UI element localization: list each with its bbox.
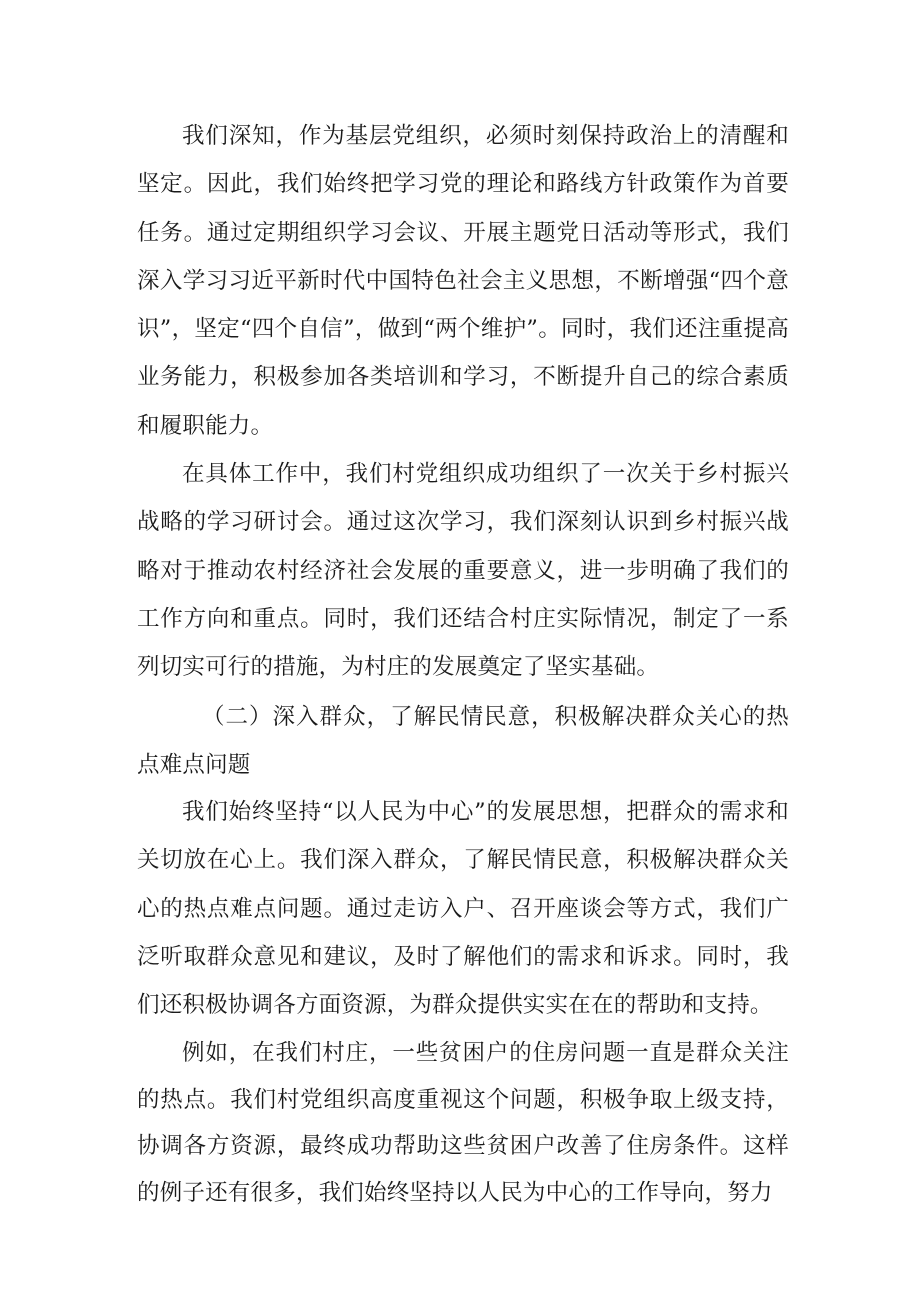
paragraph-study-theory: 我们深知，作为基层党组织，必须时刻保持政治上的清醒和坚定。因此，我们始终把学习党的理论和路线方针政策作为首要任务。通过定期组织学习会议、开展主题党日活动等形式，我们深入学习习近平新时代中国特色社会主义思想，不断增强“四个意识”，坚定“四个自信”，做到“两个维护”。同时，我们还注重提高业务能力，积极参加各类培训和学习，不断提升自己的综合素质和履职能力。 <box>137 123 789 439</box>
paragraph-housing-example: 例如，在我们村庄，一些贫困户的住房问题一直是群众关注的热点。我们村党组织高度重视这个问题，积极争取上级支持，协调各方资源，最终成功帮助这些贫困户改善了住房条件。这样的例子还有很多，我们始终坚持以人民为中心的工作导向，努力 <box>137 1040 789 1206</box>
paragraph-rural-revitalization: 在具体工作中，我们村党组织成功组织了一次关于乡村振兴战略的学习研讨会。通过这次学习，我们深刻认识到乡村振兴战略对于推动农村经济社会发展的重要意义，进一步明确了我们的工作方向和重点。同时，我们还结合村庄实际情况，制定了一系列切实可行的措施，为村庄的发展奠定了坚实基础。 <box>137 461 789 681</box>
paragraph-people-centered: 我们始终坚持“以人民为中心”的发展思想，把群众的需求和关切放在心上。我们深入群众，了解民情民意，积极解决群众关心的热点难点问题。通过走访入户、召开座谈会等方式，我们广泛听取群众意见和建议，及时了解他们的需求和诉求。同时，我们还积极协调各方面资源，为群众提供实实在在的帮助和支持。 <box>137 799 789 1019</box>
section-heading: （二）深入群众，了解民情民意，积极解决群众关心的热点难点问题 <box>137 704 789 779</box>
